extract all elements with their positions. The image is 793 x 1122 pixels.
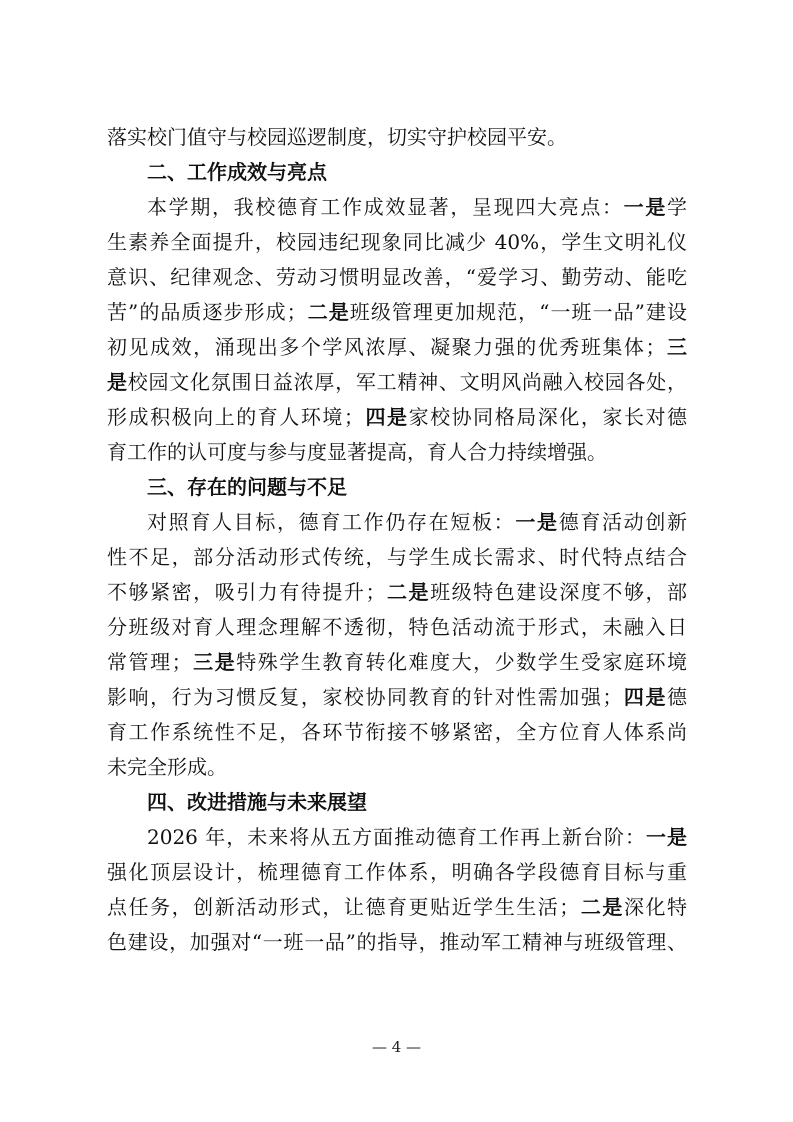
paragraph-line bbox=[107, 505, 687, 540]
paragraph-line bbox=[107, 610, 687, 645]
text-run: 不够紧密，吸引力有待提升； bbox=[107, 580, 386, 604]
text-run: 形成积极向上的育人环境； bbox=[107, 405, 364, 429]
paragraph-line bbox=[107, 750, 687, 785]
text-run: 育工作的认可度与参与度显著提高，育人合力持续增强。 bbox=[107, 440, 607, 464]
paragraph-line bbox=[107, 225, 687, 260]
text-run: 育工作系统性不足，各环节衔接不够紧密，全方位育人体系尚 bbox=[107, 720, 687, 744]
text-run: 班级管理更加规范，“一班一品”建设 bbox=[349, 300, 687, 324]
text-run: 性不足，部分活动形式传统，与学生成长需求、时代特点结合 bbox=[107, 545, 687, 569]
paragraph-line bbox=[107, 365, 687, 400]
text-run: 影响，行为习惯反复，家校协同教育的针对性需加强； bbox=[107, 685, 623, 709]
section-heading: 三、存在的问题与不足 bbox=[147, 475, 347, 499]
paragraph-line bbox=[107, 295, 687, 330]
text-run: 对照育人目标，德育工作仍存在短板： bbox=[147, 510, 516, 534]
bold-run: 四是 bbox=[622, 685, 668, 709]
paragraph-line bbox=[107, 575, 687, 610]
paragraph-line bbox=[107, 260, 687, 295]
text-run: 德育活动创新 bbox=[558, 510, 688, 534]
section-heading: 四、改进措施与未来展望 bbox=[147, 790, 367, 814]
text-run: 意识、纪律观念、劳动习惯明显改善，“爱学习、勤劳动、能吃 bbox=[107, 265, 687, 289]
page-number: — 4 — bbox=[371, 1038, 422, 1056]
paragraph-line bbox=[107, 715, 687, 750]
bold-run: 三 bbox=[665, 335, 688, 359]
section-heading: 二、工作成效与亮点 bbox=[147, 160, 327, 184]
sections-container bbox=[107, 155, 687, 960]
text-run: 分班级对育人理念理解不透彻，特色活动流于形式，未融入日 bbox=[107, 615, 687, 639]
bold-run: 三是 bbox=[191, 650, 237, 674]
paragraph-line bbox=[107, 680, 687, 715]
bold-run: 二是 bbox=[385, 580, 431, 604]
text-run: 色建设，加强对“一班一品”的指导，推动军工精神与班级管理、 bbox=[107, 930, 687, 954]
paragraph-line bbox=[107, 925, 687, 960]
text-run: 初见成效，涌现出多个学风浓厚、凝聚力强的优秀班集体； bbox=[107, 335, 666, 359]
paragraph-line bbox=[107, 855, 687, 890]
document-page bbox=[107, 120, 687, 960]
bold-run: 二是 bbox=[306, 300, 350, 324]
bold-run: 四是 bbox=[363, 405, 409, 429]
intro-tail-line: 落实校门值守与校园巡逻制度，切实守护校园平安。 bbox=[107, 125, 567, 149]
paragraph-line bbox=[107, 645, 687, 680]
text-run: 强化顶层设计，梳理德育工作体系，明确各学段德育目标与重 bbox=[107, 860, 687, 884]
paragraph-line bbox=[107, 330, 687, 365]
text-run: 德 bbox=[667, 685, 688, 709]
text-run: 学 bbox=[667, 195, 688, 219]
bold-run: 是 bbox=[107, 370, 128, 394]
bold-run: 二是 bbox=[579, 895, 624, 919]
text-run: 校园文化氛围日益浓厚，军工精神、文明风尚融入校园各处， bbox=[127, 370, 688, 394]
paragraph-line bbox=[107, 400, 687, 435]
bold-run: 一是 bbox=[515, 510, 559, 534]
bold-run: 一是 bbox=[646, 825, 688, 849]
text-run: 本学期，我校德育工作成效显著，呈现四大亮点： bbox=[147, 195, 624, 219]
paragraph-line bbox=[107, 190, 687, 225]
text-run: 特殊学生教育转化难度大，少数学生受家庭环境 bbox=[236, 650, 688, 674]
text-run: 生素养全面提升，校园违纪现象同比减少 40%，学生文明礼仪 bbox=[107, 230, 687, 254]
text-run: 家校协同格局深化，家长对德 bbox=[408, 405, 688, 429]
text-run: 班级特色建设深度不够，部 bbox=[430, 580, 688, 604]
text-run: 苦”的品质逐步形成； bbox=[107, 300, 307, 324]
paragraph-line bbox=[107, 890, 687, 925]
text-run: 深化特 bbox=[623, 895, 688, 919]
paragraph-line bbox=[107, 540, 687, 575]
paragraph-line bbox=[107, 820, 687, 855]
text-run: 点任务，创新活动形式，让德育更贴近学生生活； bbox=[107, 895, 580, 919]
paragraph-line bbox=[107, 435, 687, 470]
text-run: 未完全形成。 bbox=[107, 755, 227, 779]
bold-run: 一是 bbox=[623, 195, 668, 219]
text-run: 常管理； bbox=[107, 650, 192, 674]
text-run: 2026 年，未来将从五方面推动德育工作再上新台阶： bbox=[147, 825, 647, 849]
